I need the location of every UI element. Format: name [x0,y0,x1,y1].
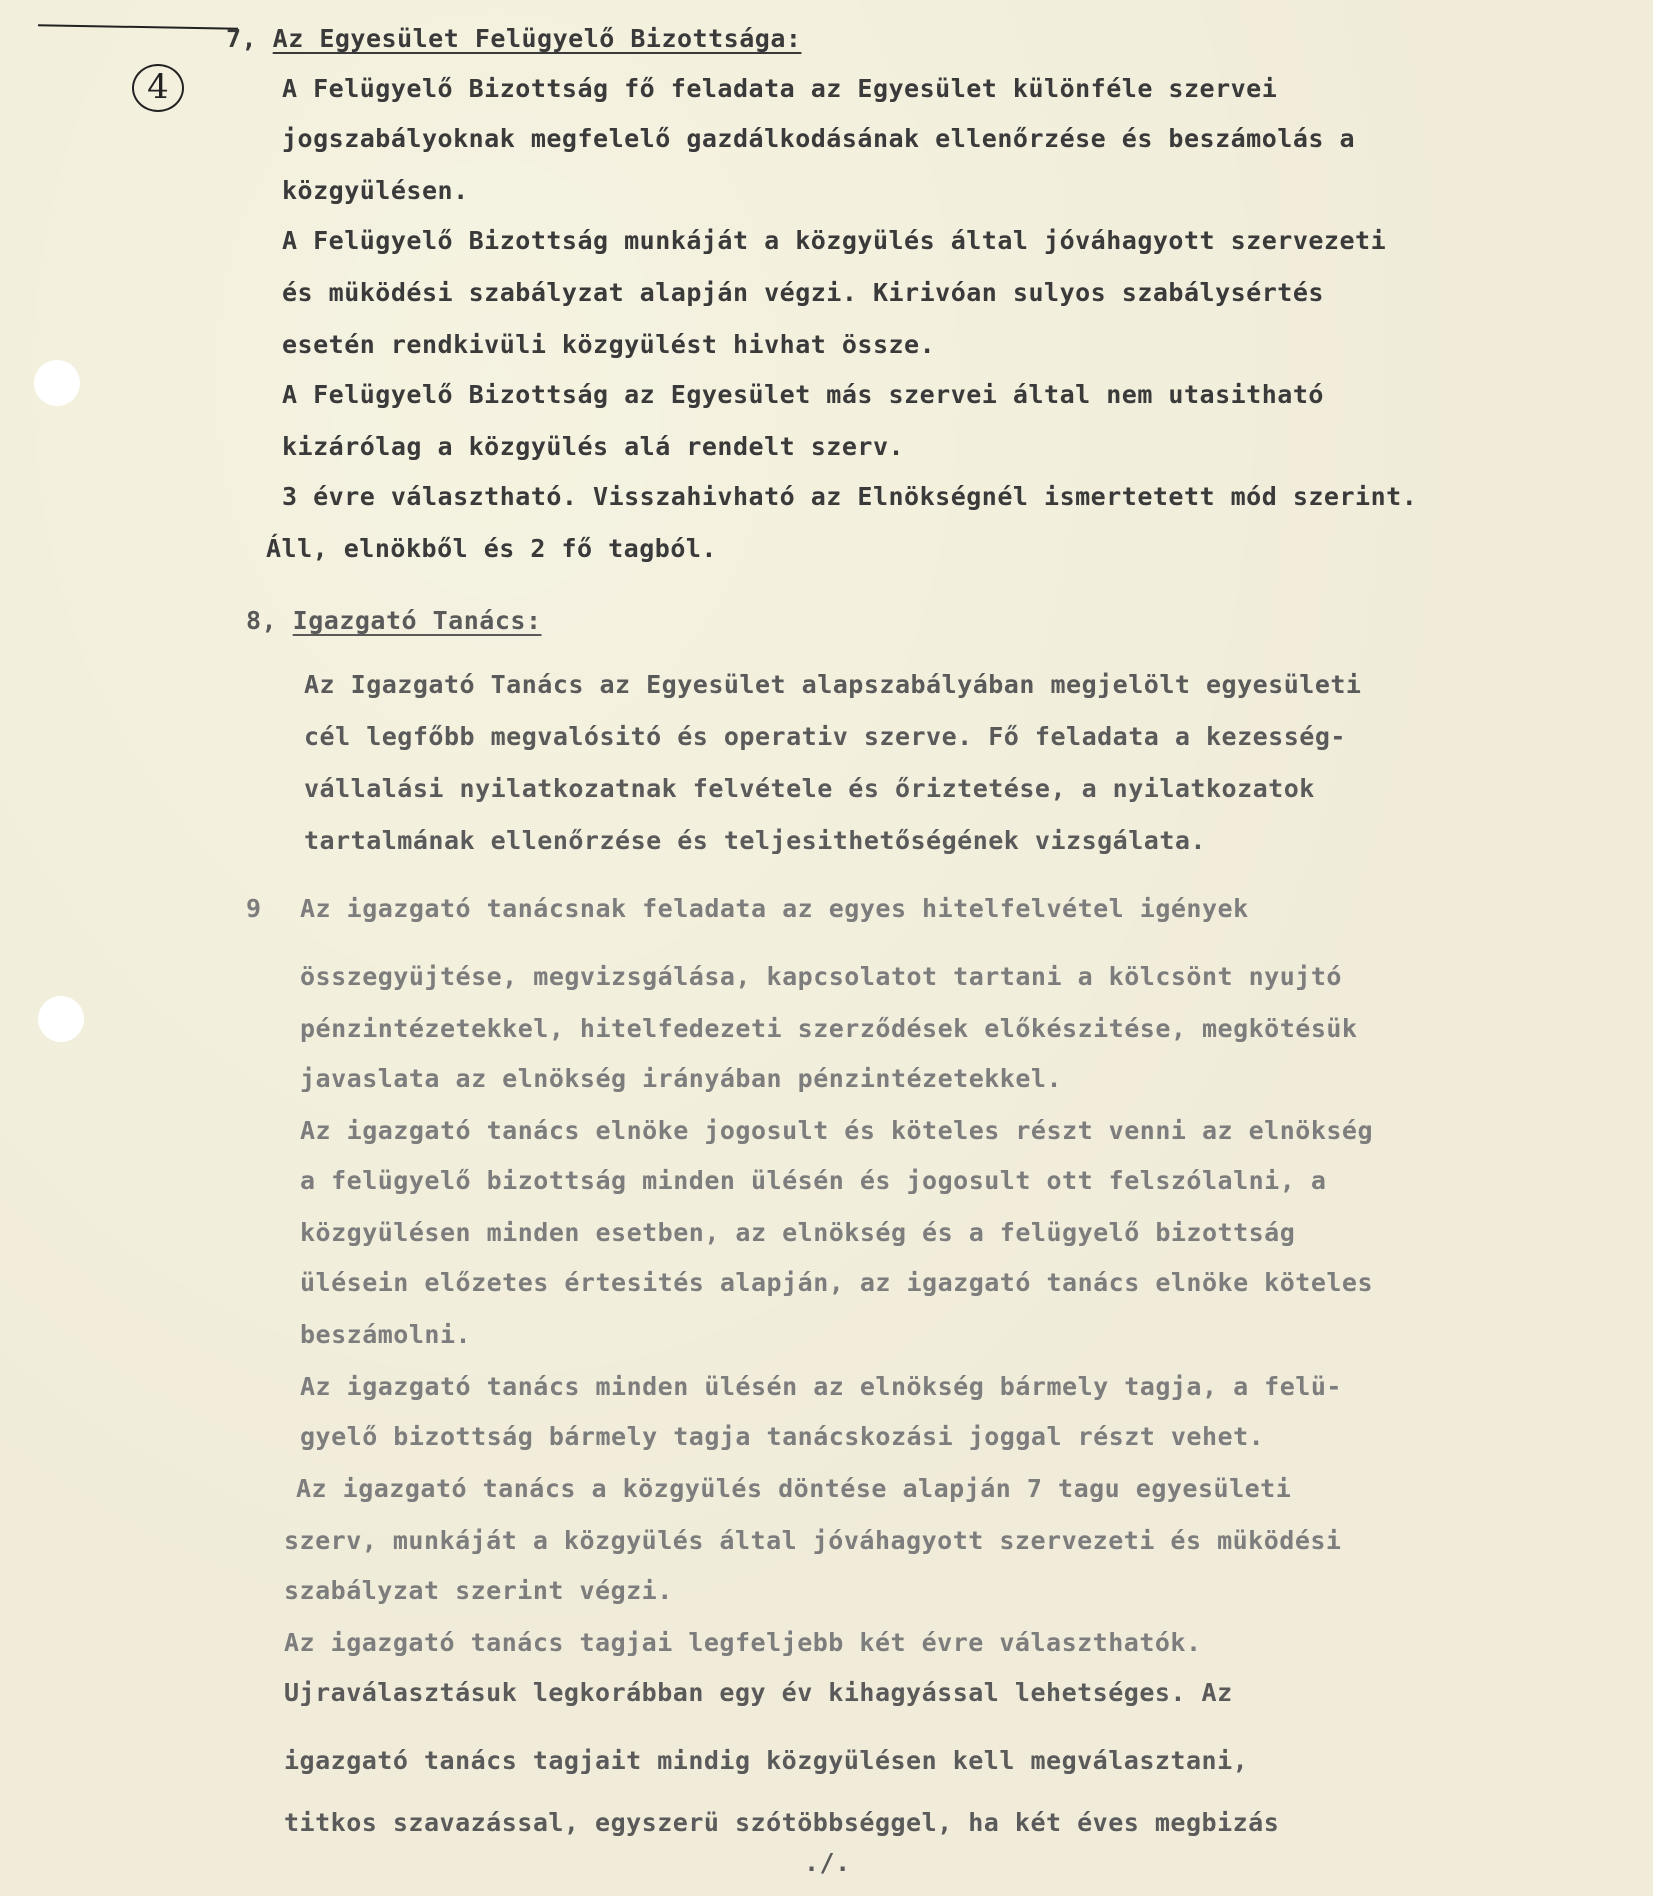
pen-stroke-top [38,24,238,29]
section-7-line: közgyülésen. [282,176,469,205]
section-7-heading-line [226,24,801,54]
section-9-line: Az igazgató tanács elnöke jogosult és köteles részt venni az elnökség [300,1116,1374,1145]
section-8-line: Az Igazgató Tanács az Egyesület alapszabályában megjelölt egyesületi [304,670,1362,699]
section-9-line: titkos szavazással, egyszerü szótöbbséggel, ha két éves megbizás [284,1808,1280,1837]
section-9-line: Az igazgató tanács a közgyülés döntése alapján 7 tagu egyesületi [296,1474,1292,1503]
section-9-line: pénzintézetekkel, hitelfedezeti szerződések előkészitése, megkötésük [300,1014,1358,1043]
section-7-line: kizárólag a közgyülés alá rendelt szerv. [282,432,905,461]
section-9-line: javaslata az elnökség irányában pénzintézetekkel. [300,1064,1063,1093]
section-7-line: Áll, elnökből és 2 fő tagból. [266,534,717,563]
section-7-line: és müködési szabályzat alapján végzi. Kirivóan sulyos szabálysértés [282,278,1324,307]
section-7-line: A Felügyelő Bizottság munkáját a közgyülés által jóváhagyott szervezeti [282,226,1387,255]
section-9-line: igazgató tanács tagjait mindig közgyülésen kell megválasztani, [284,1746,1249,1775]
section-9-line: Az igazgató tanács minden ülésén az elnökség bármely tagja, a felü- [300,1372,1342,1401]
punch-hole-bottom [38,996,84,1042]
section-8-line: tartalmának ellenőrzése és teljesithetőségének vizsgálata. [304,826,1206,855]
section-9-line: a felügyelő bizottság minden ülésén és jogosult ott felszólalni, a [300,1166,1327,1195]
section-9-line: szabályzat szerint végzi. [284,1576,673,1605]
section-8-line: vállalási nyilatkozatnak felvétele és őriztetése, a nyilatkozatok [304,774,1315,803]
section-7-line: 3 évre választható. Visszahivható az Elnökségnél ismertetett mód szerint. [282,482,1418,511]
section-7-number: 7, [226,24,258,53]
section-8-heading-line [246,606,542,636]
section-8-heading: Igazgató Tanács: [292,606,542,635]
section-7-heading: Az Egyesület Felügyelő Bizottsága: [272,24,802,53]
section-9-line: ülésein előzetes értesités alapján, az igazgató tanács elnöke köteles [300,1268,1374,1297]
section-9-line: összegyüjtése, megvizsgálása, kapcsolatot tartani a kölcsönt nyujtó [300,962,1342,991]
section-8-line: cél legfőbb megvalósitó és operativ szerve. Fő feladata a kezesség- [304,722,1346,751]
section-9-line: Az igazgató tanács tagjai legfeljebb két évre választhatók. [284,1628,1202,1657]
section-9-number: 9 [246,894,262,923]
section-7-line: jogszabályoknak megfelelő gazdálkodásának ellenőrzése és beszámolás a [282,124,1356,153]
section-9-line: közgyülésen minden esetben, az elnökség és a felügyelő bizottság [300,1218,1296,1247]
section-9-line: szerv, munkáját a közgyülés által jóváhagyott szervezeti és müködési [284,1526,1342,1555]
section-7-line: A Felügyelő Bizottság az Egyesület más szervei által nem utasitható [282,380,1324,409]
section-9-line: Az igazgató tanácsnak feladata az egyes hitelfelvétel igények [300,894,1249,923]
margin-page-number: 4 [132,64,184,112]
section-8-number: 8, [246,606,278,635]
section-7-line: esetén rendkivüli közgyülést hivhat össze. [282,330,936,359]
continuation-mark: ./. [804,1848,851,1877]
section-9-line: gyelő bizottság bármely tagja tanácskozási joggal részt vehet. [300,1422,1265,1451]
section-9-line: beszámolni. [300,1320,472,1349]
punch-hole-top [34,360,80,406]
section-9-line: Ujraválasztásuk legkorábban egy év kihagyással lehetséges. Az [284,1678,1233,1707]
section-7-line: A Felügyelő Bizottság fő feladata az Egyesület különféle szervei [282,74,1278,103]
